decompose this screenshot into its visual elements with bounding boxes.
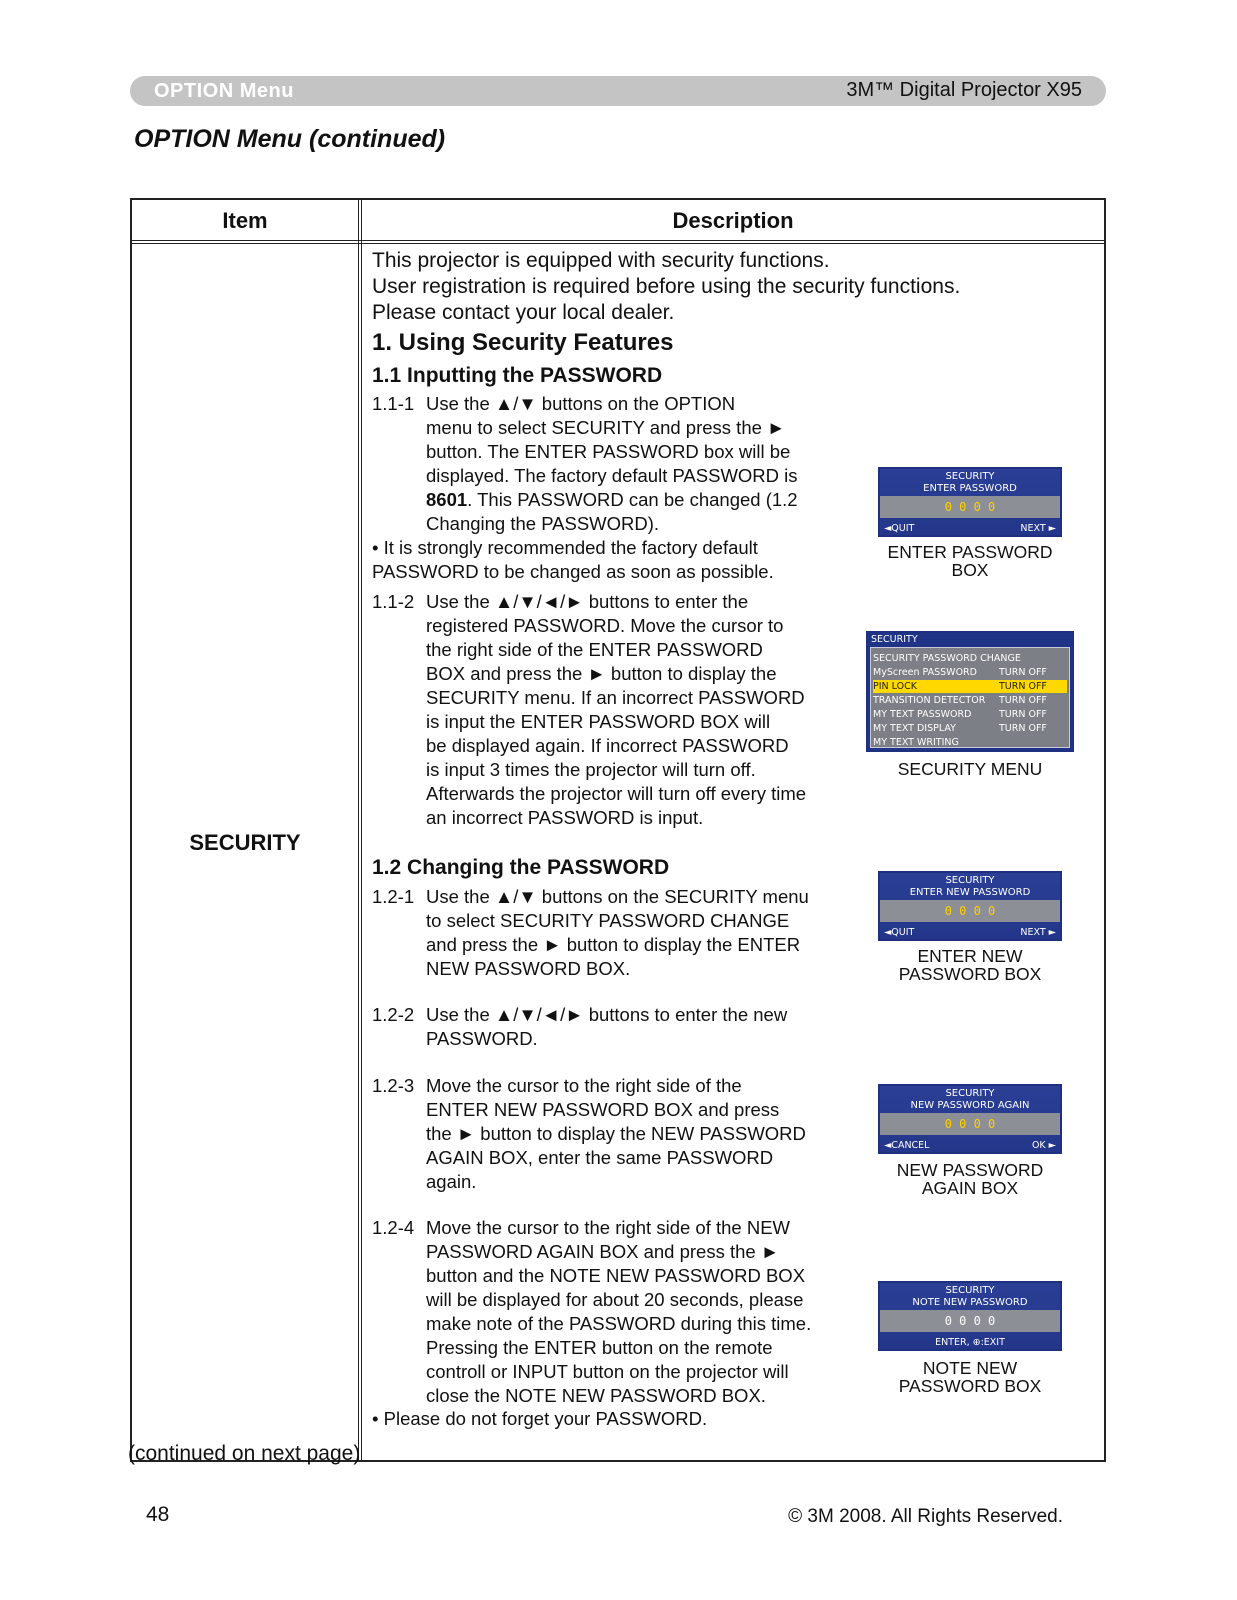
password-digits: 0 0 0 0 (944, 904, 996, 918)
step-1-2-2: 1.2-2 Use the ▲/▼/◄/► buttons to enter the new PASSWORD. (372, 1004, 788, 1049)
password-digits: 0 0 0 0 (944, 1314, 996, 1328)
menu-row: TRANSITION DETECTOR TURN OFF (873, 695, 1047, 706)
ok-label: OK ► (1031, 1140, 1056, 1151)
column-header-description: Description (672, 208, 794, 233)
cancel-label: ◄CANCEL (884, 1140, 930, 1151)
enter-new-password-screen: SECURITY ENTER NEW PASSWORD 0 0 0 0 ◄QUIT NEXT ► (878, 871, 1062, 941)
header-section: OPTION Menu (154, 80, 294, 102)
menu-row: MY TEXT WRITING (873, 737, 959, 748)
heading-using-security: 1. Using Security Features (372, 329, 674, 356)
password-digits: 0 0 0 0 (944, 500, 996, 514)
next-label: NEXT ► (1020, 927, 1056, 938)
caption-note-new-password: NOTE NEW PASSWORD BOX (898, 1358, 1042, 1396)
caption-security-menu: SECURITY MENU (897, 759, 1043, 779)
page-title: OPTION Menu (continued) (134, 125, 446, 153)
new-password-again-screen: SECURITY NEW PASSWORD AGAIN 0 0 0 0 ◄CANCEL OK ► (878, 1084, 1062, 1154)
note-change-default: • It is strongly recommended the factory default PASSWORD to be changed as soon as possible. (372, 537, 774, 582)
intro-text: This projector is equipped with security functions. User registration is required before using the security functions. Please contact your local dealer. (372, 249, 961, 324)
header-bar (130, 76, 1106, 106)
menu-row: MY TEXT PASSWORD TURN OFF (873, 709, 1047, 720)
next-label: NEXT ► (1020, 523, 1056, 534)
step-1-1-2: 1.1-2 Use the ▲/▼/◄/► buttons to enter the registered PASSWORD. Move the cursor to the right side of the ENTER PASSWORD BOX and press the ► button to display the SECURITY menu. If an incorrect PASSWORD is input the ENTER PASSWORD BOX will be displayed again. If incorrect PASSWORD is input 3 times the projector will turn off. Afterwards the projector will turn off every time an incorrect PASSWORD is input. (372, 591, 807, 828)
quit-label: ◄QUIT (884, 927, 915, 938)
enter-password-screen: SECURITY ENTER PASSWORD 0 0 0 0 ◄QUIT NEXT ► (878, 467, 1062, 537)
step-1-1-1: 1.1-1 Use the ▲/▼ buttons on the OPTION menu to select SECURITY and press the ► button. The ENTER PASSWORD box will be displayed. The factory default PASSWORD is 8601. This PASSWORD can be changed (1.2 Changing the PASSWORD). (372, 393, 798, 534)
header-divider (132, 240, 1104, 244)
caption-new-password-again: NEW PASSWORD AGAIN BOX (896, 1160, 1044, 1198)
column-divider (358, 200, 362, 1460)
option-table (130, 198, 1106, 1462)
quit-label: ◄QUIT (884, 523, 915, 534)
heading-changing-password: 1.2 Changing the PASSWORD (372, 856, 670, 879)
step-1-2-4: 1.2-4 Move the cursor to the right side of the NEW PASSWORD AGAIN BOX and press the ► button and the NOTE NEW PASSWORD BOX will be displayed for about 20 seconds, please make note of the PASSWORD during this time. Pressing the ENTER button on the remote controll or INPUT button on the projector will close the NOTE NEW PASSWORD BOX. (372, 1217, 812, 1406)
menu-row: MY TEXT DISPLAY TURN OFF (873, 723, 1047, 734)
note-new-password-screen: SECURITY NOTE NEW PASSWORD 0 0 0 0 ENTER, ⊕:EXIT (878, 1281, 1062, 1351)
note-remember-password: • Please do not forget your PASSWORD. (372, 1408, 708, 1429)
caption-enter-password: ENTER PASSWORD BOX (887, 542, 1053, 580)
header-product: 3M™ Digital Projector X95 (846, 79, 1082, 101)
copyright: © 3M 2008. All Rights Reserved. (788, 1506, 1063, 1527)
continued-note: (continued on next page) (128, 1442, 361, 1465)
exit-label: ENTER, ⊕:EXIT (935, 1337, 1005, 1348)
step-1-2-3: 1.2-3 Move the cursor to the right side of the ENTER NEW PASSWORD BOX and press the ► button to display the NEW PASSWORD AGAIN BOX, enter the same PASSWORD again. (372, 1075, 806, 1192)
column-header-item: Item (222, 208, 268, 233)
menu-row: SECURITY PASSWORD CHANGE (873, 653, 1021, 664)
menu-row: MyScreen PASSWORD TURN OFF (873, 667, 1047, 678)
page-number: 48 (146, 1503, 170, 1526)
caption-enter-new-password: ENTER NEW PASSWORD BOX (898, 946, 1042, 984)
security-menu-screen: SECURITY SECURITY PASSWORD CHANGE MyScreen PASSWORD TURN OFF PIN LOCK TURN OFF TRANSITION DETECTOR TURN OFF MY TEXT PASSWORD TURN OFF MY TEXT DISPLAY TURN OFF MY TEXT WRITING (866, 631, 1074, 752)
menu-row-selected: PIN LOCK TURN OFF (873, 680, 1067, 693)
heading-inputting-password: 1.1 Inputting the PASSWORD (372, 364, 663, 387)
password-digits: 0 0 0 0 (944, 1117, 996, 1131)
item-security: SECURITY (189, 830, 301, 855)
step-1-2-1: 1.2-1 Use the ▲/▼ buttons on the SECURITY menu to select SECURITY PASSWORD CHANGE and press the ► button to display the ENTER NEW PASSWORD BOX. (372, 886, 809, 979)
